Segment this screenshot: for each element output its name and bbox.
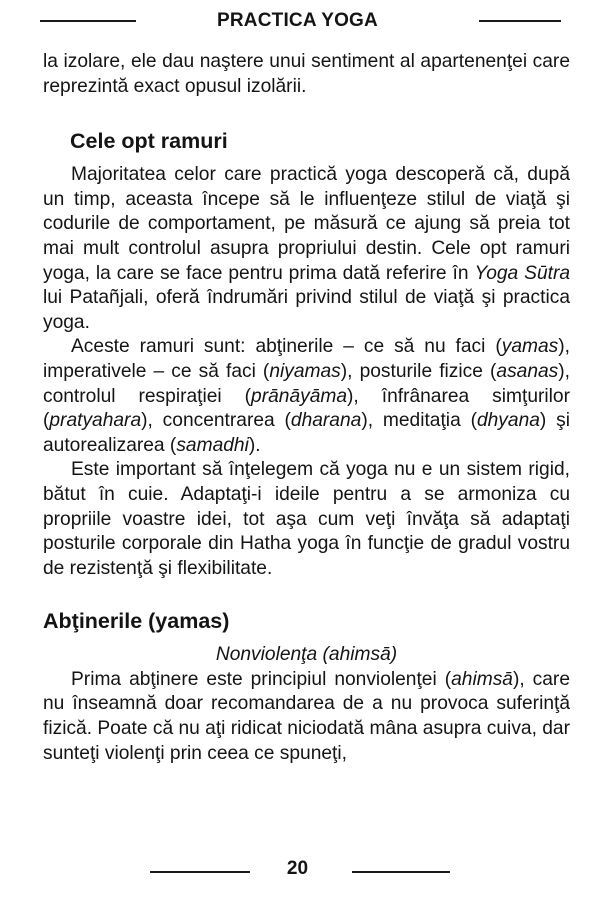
paragraph-nonviolence: Prima abţinere este principiul nonviolenţei (ahimsā), care nu înseamnă doar recomandarea de a nu provoca suferinţă fizică. Poate că nu aţi ridicat niciodată mâna asupra cuiva, dar sunteţi violenţi prin ceea ce spuneţi,: [43, 668, 570, 764]
section-heading-eight-limbs: Cele opt ramuri: [70, 129, 228, 154]
paragraph-limbs-list: Aceste ramuri sunt: abţinerile – ce să nu faci (yamas), imperativele – ce să faci (niyamas), posturile fizice (asanas), controlul respiraţiei (prānāyāma), înfrânarea simţurilor (pratyahara), concentrarea (dharana), meditaţia (dhyana) şi autorealizarea (samadhi).: [43, 336, 571, 456]
running-head-title: PRACTICA YOGA: [217, 10, 378, 31]
paragraph-flexibility: Este important să înţelegem că yoga nu e un sistem rigid, bătut în cuie. Adaptaţi-i ideile pentru a se armoniza cu propriile voastre idei, tot aşa cum veţi învăţa să adaptaţi posturile corporale din Hatha yoga în funcţie de gradul vostru de rezistenţă şi flexibilitate.: [43, 459, 570, 579]
header-rule-right: [479, 20, 561, 22]
section-heading-abstinences: Abţinerile (yamas): [43, 609, 230, 634]
subheading-nonviolence: Nonviolenţa (ahimsā): [215, 644, 398, 666]
footer-rule-right: [352, 871, 450, 873]
page-number: 20: [286, 858, 309, 879]
page-body: [43, 50, 570, 766]
paragraph-continued: la izolare, ele dau naştere unui sentiment al apartenenţei care reprezintă exact opusul izolării.: [43, 51, 570, 97]
paragraph-eight-limbs-intro: Majoritatea celor care practică yoga descoperă că, după un timp, aceasta începe să le influenţeze stilul de viaţă şi codurile de comportament, pe măsură ce ajung să preia tot mai mult controlul asupra propriului destin. Cele opt ramuri yoga, la care se face pentru prima dată referire în Yoga Sūtra lui Patañjali, oferă îndrumări privind stilul de viaţă şi practica yoga.: [43, 164, 571, 333]
